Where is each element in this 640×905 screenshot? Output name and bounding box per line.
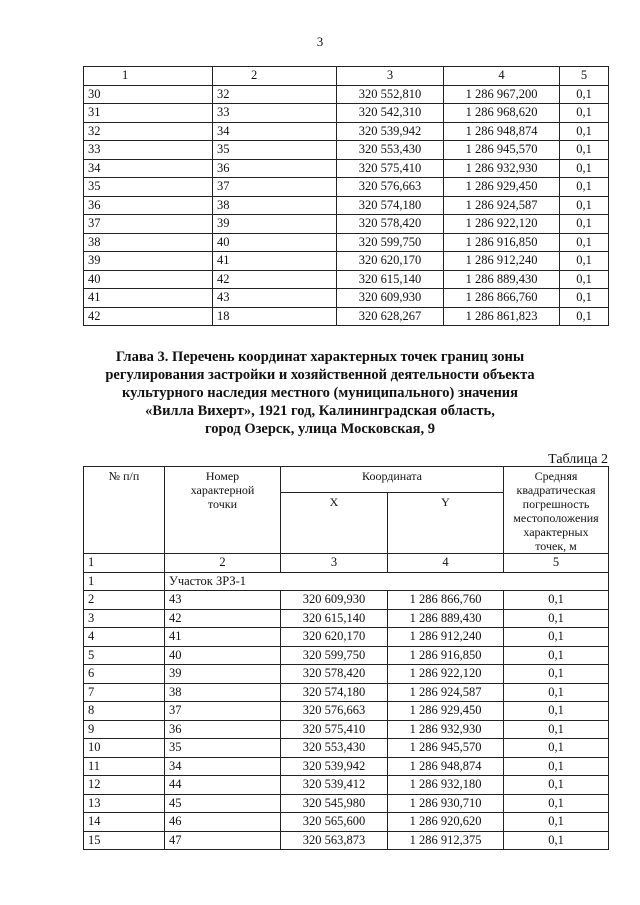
- cell-point: 38: [213, 196, 337, 215]
- cell-x: 320 575,410: [337, 159, 444, 178]
- column-number: 3: [281, 554, 388, 573]
- table-row: [84, 122, 609, 141]
- cell-point: 37: [165, 702, 281, 721]
- cell-point: 42: [165, 609, 281, 628]
- cell-point: 41: [165, 628, 281, 647]
- cell-y: 1 286 948,874: [444, 122, 560, 141]
- cell-y: 1 286 920,620: [388, 813, 504, 832]
- table-row: [84, 665, 609, 684]
- table-row: [84, 609, 609, 628]
- cell-error: 0,1: [504, 628, 609, 647]
- cell-no: 32: [84, 122, 213, 141]
- cell-point: 46: [165, 813, 281, 832]
- header-coordinate: Координата: [281, 467, 504, 493]
- table-row: [84, 270, 609, 289]
- table-caption: Таблица 2: [548, 452, 608, 467]
- cell-error: 0,1: [504, 739, 609, 758]
- table-column-number-row: [84, 67, 609, 86]
- cell-no: 37: [84, 215, 213, 234]
- cell-y: 1 286 889,430: [388, 609, 504, 628]
- cell-point: 37: [213, 178, 337, 197]
- cell-y: 1 286 929,450: [444, 178, 560, 197]
- cell-y: 1 286 945,570: [444, 141, 560, 160]
- cell-error: 0,1: [560, 252, 609, 271]
- chapter-heading-line: «Вилла Вихерт», 1921 год, Калининградская область,: [145, 403, 495, 419]
- cell-no: 3: [84, 609, 165, 628]
- cell-x: 320 599,750: [337, 233, 444, 252]
- cell-error: 0,1: [504, 831, 609, 850]
- cell-x: 320 628,267: [337, 307, 444, 326]
- table-row: [84, 702, 609, 721]
- cell-error: 0,1: [504, 757, 609, 776]
- table-row: [84, 794, 609, 813]
- cell-point: 44: [165, 776, 281, 795]
- table-column-number-row: [84, 554, 609, 573]
- cell-x: 320 539,942: [281, 757, 388, 776]
- cell-point: 36: [213, 159, 337, 178]
- chapter-heading-line: регулирования застройки и хозяйственной деятельности объекта: [105, 367, 535, 383]
- cell-point: 39: [213, 215, 337, 234]
- cell-x: 320 574,180: [337, 196, 444, 215]
- coordinates-table-continued: [83, 66, 609, 326]
- cell-x: 320 539,412: [281, 776, 388, 795]
- cell-x: 320 620,170: [281, 628, 388, 647]
- cell-y: 1 286 866,760: [444, 289, 560, 308]
- cell-point: 34: [213, 122, 337, 141]
- cell-y: 1 286 861,823: [444, 307, 560, 326]
- cell-point: 43: [165, 591, 281, 610]
- cell-point: 45: [165, 794, 281, 813]
- cell-y: 1 286 924,587: [388, 683, 504, 702]
- cell-error: 0,1: [504, 720, 609, 739]
- cell-y: 1 286 932,180: [388, 776, 504, 795]
- cell-no: 35: [84, 178, 213, 197]
- cell-point: 36: [165, 720, 281, 739]
- cell-no: 12: [84, 776, 165, 795]
- cell-no: 38: [84, 233, 213, 252]
- cell-point: 38: [165, 683, 281, 702]
- cell-y: 1 286 948,874: [388, 757, 504, 776]
- cell-y: 1 286 866,760: [388, 591, 504, 610]
- cell-x: 320 615,140: [337, 270, 444, 289]
- cell-error: 0,1: [560, 104, 609, 123]
- cell-error: 0,1: [560, 233, 609, 252]
- cell-y: 1 286 889,430: [444, 270, 560, 289]
- cell-y: 1 286 916,850: [444, 233, 560, 252]
- cell-point: 34: [165, 757, 281, 776]
- cell-no: 10: [84, 739, 165, 758]
- cell-error: 0,1: [560, 215, 609, 234]
- cell-x: 320 542,310: [337, 104, 444, 123]
- cell-y: 1 286 930,710: [388, 794, 504, 813]
- cell-x: 320 578,420: [281, 665, 388, 684]
- cell-error: 0,1: [504, 591, 609, 610]
- header-no: № п/п: [84, 467, 165, 554]
- cell-no: 31: [84, 104, 213, 123]
- cell-y: 1 286 932,930: [388, 720, 504, 739]
- table-row: [84, 159, 609, 178]
- cell-error: 0,1: [560, 122, 609, 141]
- cell-y: 1 286 924,587: [444, 196, 560, 215]
- coordinates-table-2: [83, 466, 609, 850]
- cell-y: 1 286 912,240: [444, 252, 560, 271]
- cell-x: 320 576,663: [281, 702, 388, 721]
- cell-no: 39: [84, 252, 213, 271]
- cell-y: 1 286 929,450: [388, 702, 504, 721]
- cell-no: 6: [84, 665, 165, 684]
- table-row: [84, 307, 609, 326]
- cell-x: 320 553,430: [281, 739, 388, 758]
- cell-point: 42: [213, 270, 337, 289]
- table-row: [84, 215, 609, 234]
- column-number: 2: [165, 554, 281, 573]
- cell-y: 1 286 967,200: [444, 85, 560, 104]
- cell-no: 14: [84, 813, 165, 832]
- cell-point: 32: [213, 85, 337, 104]
- cell-error: 0,1: [560, 289, 609, 308]
- cell-x: 320 539,942: [337, 122, 444, 141]
- cell-error: 0,1: [504, 683, 609, 702]
- chapter-heading-line: Глава 3. Перечень координат характерных точек границ зоны: [115, 349, 525, 365]
- cell-x: 320 553,430: [337, 141, 444, 160]
- table-row: [84, 289, 609, 308]
- cell-no: 34: [84, 159, 213, 178]
- cell-y: 1 286 922,120: [444, 215, 560, 234]
- table-row: [84, 831, 609, 850]
- cell-y: 1 286 932,930: [444, 159, 560, 178]
- header-y: Y: [388, 493, 504, 554]
- cell-error: 0,1: [560, 85, 609, 104]
- table-row: [84, 85, 609, 104]
- cell-no: 9: [84, 720, 165, 739]
- cell-error: 0,1: [504, 609, 609, 628]
- cell-no: 7: [84, 683, 165, 702]
- table-row: [84, 591, 609, 610]
- table-row: [84, 178, 609, 197]
- cell-point: 33: [213, 104, 337, 123]
- cell-error: 0,1: [560, 270, 609, 289]
- cell-x: 320 575,410: [281, 720, 388, 739]
- table-row: [84, 141, 609, 160]
- cell-error: 0,1: [560, 141, 609, 160]
- column-number: 4: [388, 554, 504, 573]
- header-x: X: [281, 493, 388, 554]
- cell-x: 320 578,420: [337, 215, 444, 234]
- cell-y: 1 286 968,620: [444, 104, 560, 123]
- cell-x: 320 599,750: [281, 646, 388, 665]
- cell-no: 2: [84, 591, 165, 610]
- cell-x: 320 609,930: [281, 591, 388, 610]
- table-row: [84, 646, 609, 665]
- table-header-row: [84, 467, 609, 493]
- cell-error: 0,1: [504, 646, 609, 665]
- cell-x: 320 615,140: [281, 609, 388, 628]
- cell-x: 320 545,980: [281, 794, 388, 813]
- cell-y: 1 286 916,850: [388, 646, 504, 665]
- table-row: [84, 233, 609, 252]
- cell-x: 320 609,930: [337, 289, 444, 308]
- cell-x: 320 574,180: [281, 683, 388, 702]
- cell-error: 0,1: [560, 159, 609, 178]
- section-label: Участок ЗРЗ-1: [165, 572, 609, 591]
- cell-error: 0,1: [504, 794, 609, 813]
- cell-point: 18: [213, 307, 337, 326]
- cell-point: 40: [165, 646, 281, 665]
- table-row: [84, 683, 609, 702]
- table-row: [84, 757, 609, 776]
- cell-error: 0,1: [504, 776, 609, 795]
- column-number: 1: [84, 67, 213, 86]
- cell-y: 1 286 912,375: [388, 831, 504, 850]
- chapter-heading-line: культурного наследия местного (муниципального) значения: [121, 385, 519, 401]
- cell-no: 5: [84, 646, 165, 665]
- cell-x: 320 576,663: [337, 178, 444, 197]
- cell-no: 8: [84, 702, 165, 721]
- cell-point: 41: [213, 252, 337, 271]
- page-number: 3: [316, 34, 324, 49]
- table-row: [84, 720, 609, 739]
- cell-point: 43: [213, 289, 337, 308]
- cell-y: 1 286 912,240: [388, 628, 504, 647]
- cell-point: 35: [165, 739, 281, 758]
- cell-no: 11: [84, 757, 165, 776]
- header-point-number: Номер характерной точки: [165, 467, 281, 554]
- cell-no: 40: [84, 270, 213, 289]
- cell-no: 36: [84, 196, 213, 215]
- chapter-heading: [80, 348, 560, 438]
- cell-error: 0,1: [560, 307, 609, 326]
- column-number: 1: [84, 554, 165, 573]
- column-number: 2: [213, 67, 337, 86]
- cell-x: 320 563,873: [281, 831, 388, 850]
- cell-no: 33: [84, 141, 213, 160]
- cell-no: 30: [84, 85, 213, 104]
- cell-no: 1: [84, 572, 165, 591]
- section-row: [84, 572, 609, 591]
- cell-no: 4: [84, 628, 165, 647]
- cell-error: 0,1: [504, 702, 609, 721]
- table-row: [84, 813, 609, 832]
- cell-x: 320 552,810: [337, 85, 444, 104]
- cell-error: 0,1: [560, 178, 609, 197]
- cell-error: 0,1: [504, 665, 609, 684]
- cell-error: 0,1: [560, 196, 609, 215]
- cell-point: 35: [213, 141, 337, 160]
- cell-x: 320 620,170: [337, 252, 444, 271]
- column-number: 5: [560, 67, 609, 86]
- table-row: [84, 252, 609, 271]
- cell-no: 42: [84, 307, 213, 326]
- cell-no: 13: [84, 794, 165, 813]
- cell-point: 39: [165, 665, 281, 684]
- table-row: [84, 628, 609, 647]
- column-number: 5: [504, 554, 609, 573]
- cell-point: 47: [165, 831, 281, 850]
- cell-error: 0,1: [504, 813, 609, 832]
- column-number: 3: [337, 67, 444, 86]
- table-row: [84, 196, 609, 215]
- column-number: 4: [444, 67, 560, 86]
- chapter-heading-line: город Озерск, улица Московская, 9: [205, 421, 435, 437]
- cell-y: 1 286 922,120: [388, 665, 504, 684]
- cell-no: 41: [84, 289, 213, 308]
- table-row: [84, 104, 609, 123]
- cell-no: 15: [84, 831, 165, 850]
- cell-y: 1 286 945,570: [388, 739, 504, 758]
- cell-x: 320 565,600: [281, 813, 388, 832]
- header-error: Средняя квадратическая погрешность местоположения характерных точек, м: [504, 467, 609, 554]
- cell-point: 40: [213, 233, 337, 252]
- table-row: [84, 776, 609, 795]
- table-row: [84, 739, 609, 758]
